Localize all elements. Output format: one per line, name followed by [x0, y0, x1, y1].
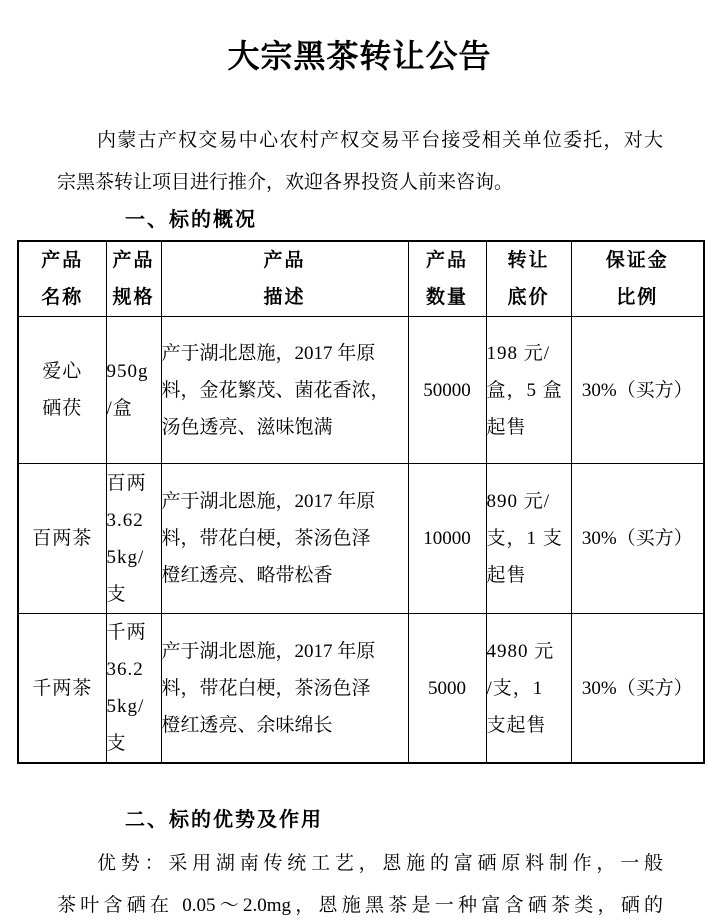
text-line: 产于湖北恩施，2017 年原 [161, 342, 376, 364]
text-line: 爱心 [42, 361, 83, 382]
text-line: 料，金花繁茂、菌花香浓， [161, 379, 390, 401]
cell-product-spec [106, 464, 161, 614]
text-line: 千两 [106, 622, 147, 643]
text-line: 产品 [425, 250, 468, 271]
table-row [18, 614, 704, 764]
column-header-deposit-ratio [571, 241, 704, 317]
cell-product-name [18, 614, 106, 764]
text-line: 198 元/ [486, 342, 551, 364]
cell-deposit-ratio: 30%（买方） [571, 614, 704, 764]
cell-product-spec [106, 317, 161, 464]
table-header [18, 241, 704, 317]
text-line: 起售 [486, 565, 527, 586]
text-line: 底价 [507, 287, 550, 308]
intro-paragraph [57, 120, 663, 204]
cell-transfer-price [486, 614, 571, 764]
document-title: 大宗黑茶转让公告 [227, 38, 492, 74]
cell-product-qty: 10000 [408, 464, 486, 614]
text-line: 支 [106, 583, 127, 605]
cell-product-desc [161, 614, 408, 764]
column-header-product-desc [161, 241, 408, 317]
cell-product-name [18, 317, 106, 464]
cell-product-qty: 5000 [408, 614, 486, 764]
text-line: 汤色透亮、滋味饱满 [161, 416, 333, 438]
text-line: 支 [106, 733, 127, 754]
text-line: 产品 [112, 250, 155, 271]
text-line: 5kg/ [106, 546, 145, 568]
advantages-line-2: 茶叶含硒在 0.05～2.0mg，恩施黑茶是一种富含硒茶类，硒的 [57, 895, 663, 916]
text-line: 料，带花白梗，茶汤色泽 [161, 677, 371, 699]
text-line: 产品 [41, 250, 84, 271]
text-line: 百两茶 [32, 528, 93, 549]
text-line: 4980 元 [486, 640, 555, 662]
table-row [18, 317, 704, 464]
text-line: /盒 [106, 398, 133, 419]
column-header-product-name [18, 241, 106, 317]
text-line: 产品 [263, 250, 306, 271]
text-line: 36.2 [106, 659, 144, 680]
column-header-transfer-price [486, 241, 571, 317]
text-line: 硒茯 [42, 398, 83, 419]
text-line: 起售 [486, 416, 527, 438]
section-heading-overview: 一、标的概况 [125, 209, 257, 231]
cell-product-name [18, 464, 106, 614]
table-header-row [18, 241, 704, 317]
cell-deposit-ratio: 30%（买方） [571, 464, 704, 614]
cell-product-qty: 50000 [408, 317, 486, 464]
cell-deposit-ratio: 30%（买方） [571, 317, 704, 464]
text-line: 千两茶 [32, 677, 93, 699]
text-line: 支，1 支 [486, 528, 563, 549]
advantages-line-1: 优势：采用湖南传统工艺，恩施的富硒原料制作，一般 [97, 853, 663, 874]
text-line: 描述 [263, 287, 306, 308]
cell-transfer-price [486, 317, 571, 464]
column-header-product-qty [408, 241, 486, 317]
text-line: 890 元/ [486, 491, 551, 512]
intro-line-2: 宗黑茶转让项目进行推介，欢迎各界投资人前来咨询。 [57, 172, 514, 193]
products-table [17, 240, 705, 764]
text-line: 名称 [41, 287, 84, 308]
text-line: 产于湖北恩施，2017 年原 [161, 491, 376, 512]
text-line: 5kg/ [106, 696, 145, 717]
text-line: 橙红透亮、余味绵长 [161, 714, 333, 736]
cell-transfer-price [486, 464, 571, 614]
column-header-product-spec [106, 241, 161, 317]
cell-product-spec [106, 614, 161, 764]
text-line: 3.62 [106, 509, 144, 531]
text-line: 百两 [106, 472, 147, 494]
intro-line-1: 内蒙古产权交易中心农村产权交易平台接受相关单位委托，对大 [97, 130, 663, 151]
text-line: 数量 [425, 287, 468, 308]
table-body [18, 317, 704, 764]
text-line: 950g [106, 361, 149, 382]
table-row [18, 464, 704, 614]
text-line: 支起售 [486, 714, 547, 736]
cell-product-desc [161, 464, 408, 614]
text-line: 产于湖北恩施，2017 年原 [161, 640, 376, 662]
text-line: 盒，5 盒 [486, 379, 563, 401]
section-heading-advantages: 二、标的优势及作用 [125, 809, 323, 831]
text-line: 保证金 [605, 250, 669, 271]
text-line: 橙红透亮、略带松香 [161, 565, 333, 586]
text-line: 规格 [112, 287, 155, 308]
advantages-paragraph [57, 843, 663, 924]
text-line: 转让 [507, 250, 550, 271]
cell-product-desc [161, 317, 408, 464]
products-table-container [17, 240, 705, 764]
text-line: /支，1 [486, 677, 544, 699]
text-line: 比例 [616, 287, 659, 308]
text-line: 料，带花白梗，茶汤色泽 [161, 528, 371, 549]
